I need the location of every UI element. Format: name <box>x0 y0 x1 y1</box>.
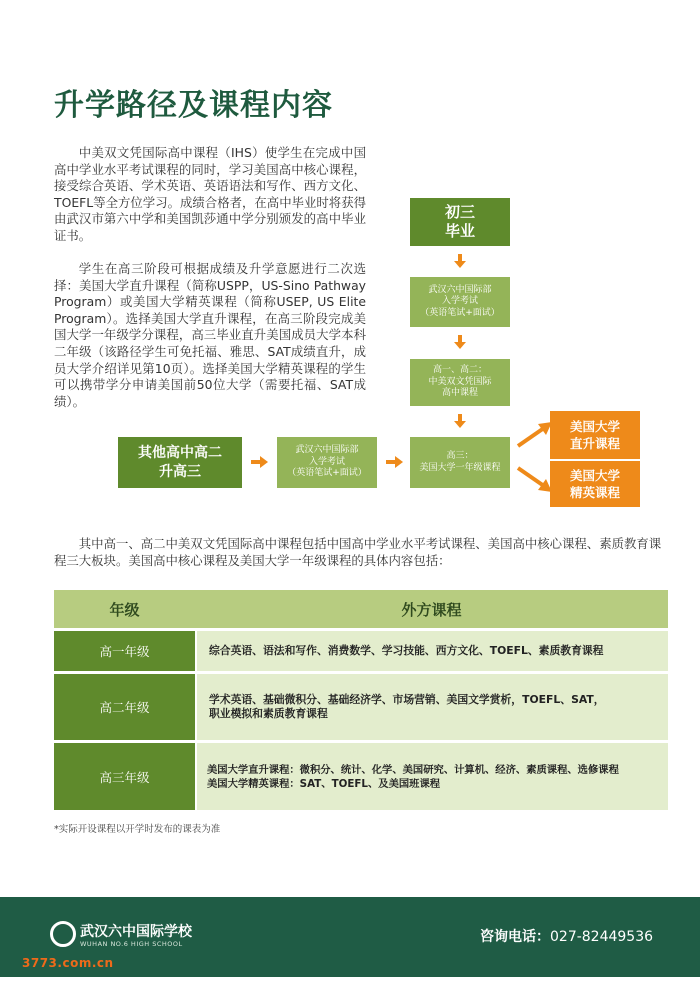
uspp-line2: 直升课程 <box>569 436 620 451</box>
contact-number: 027-82449536 <box>550 929 654 945</box>
row-grade: 高一年级 <box>54 631 195 671</box>
table-row <box>54 743 668 810</box>
table-row <box>54 674 668 740</box>
g12-line3: 高中课程 <box>441 388 478 399</box>
row-course <box>197 674 668 740</box>
g3-line1: 高三： <box>446 451 474 461</box>
junior-grad-box <box>410 198 510 246</box>
school-name-en: WUHAN NO.6 HIGH SCHOOL <box>80 940 183 948</box>
other-line1: 其他高中高二 <box>138 444 222 461</box>
choice-paragraph: 学生在高三阶段可根据成绩及升学意愿进行二次选择：美国大学直升课程（简称USPP，US-Sino Pathway Program）或美国大学精英课程（简称USEP, US Elite Program）。选择美国大学直升课程，在高三阶段完成美国大学一年级学分课程，高三毕业直升美国成员大学本科二年级（该路径学生可免托福、雅思、SAT成绩直升，成员大学介绍详见第10页）。选择美国大学精英课程的学生可以携带学分申请美国前50位大学（需要托福、SAT成绩）。 <box>54 261 366 409</box>
usep-line1: 美国大学 <box>569 468 620 483</box>
header-course: 外方课程 <box>401 600 462 619</box>
entrance-exam-box <box>410 277 510 327</box>
grade-3-box <box>410 437 510 488</box>
course-line: 学术英语、基础微积分、基础经济学、市场营销、美国文学赏析，TOEFL、SAT， <box>209 693 605 706</box>
uspp-box <box>550 411 640 459</box>
exam1-line1: 武汉六中国际部 <box>428 284 492 295</box>
footnote: *实际开设课程以开学时发布的课表为准 <box>54 824 221 835</box>
header-grade: 年级 <box>109 600 140 619</box>
contact-label: 咨询电话： <box>480 929 550 945</box>
exam1-line3: （英语笔试+面试） <box>420 307 500 318</box>
usep-line2: 精英课程 <box>569 485 620 500</box>
course-intro-paragraph: 其中高一、高二中美双文凭国际高中课程包括中国高中学业水平考试课程、美国高中核心课程、素质教育课程三大板块。美国高中核心课程及美国大学一年级课程的具体内容包括： <box>54 536 662 568</box>
intro-paragraph: 中美双文凭国际高中课程（IHS）使学生在完成中国高中学业水平考试课程的同时，学习美国高中核心课程，接受综合英语、学术英语、英语语法和写作、西方文化、TOEFL等全方位学习。成绩合格者，在高中毕业时将获得由武汉市第六中学和美国凯莎通中学分别颁发的高中毕业证书。 <box>54 145 366 243</box>
school-name-cn: 武汉六中国际学校 <box>80 924 192 940</box>
g3-line2: 美国大学一年级课程 <box>419 462 501 473</box>
g12-line1: 高一、高二： <box>432 365 487 376</box>
table-header <box>54 590 668 628</box>
grade-1-2-box <box>410 359 510 406</box>
course-line: 美国大学精英课程：SAT、TOEFL、及美国班课程 <box>207 777 441 790</box>
junior-grad-line2: 毕业 <box>444 222 475 240</box>
row-grade: 高三年级 <box>54 743 195 810</box>
uspp-line1: 美国大学 <box>569 419 620 434</box>
row-grade: 高二年级 <box>54 674 195 740</box>
table-row <box>54 631 668 671</box>
watermark: 3773.com.cn <box>22 956 114 970</box>
entrance-exam-box-2 <box>277 437 377 488</box>
g12-line2: 中美双文凭国际 <box>428 376 492 387</box>
row-course <box>197 743 668 810</box>
course-line: 职业模拟和素质教育课程 <box>209 707 328 720</box>
course-line: 美国大学直升课程：微积分、统计、化学、美国研究、计算机、经济、素质课程、选修课程 <box>207 763 619 776</box>
junior-grad-line1: 初三 <box>444 203 475 221</box>
exam1-line2: 入学考试 <box>441 296 478 307</box>
exam2-line3: （英语笔试+面试） <box>287 468 367 479</box>
usep-box <box>550 461 640 507</box>
course-line: 综合英语、语法和写作、消费数学、学习技能、西方文化、TOEFL、素质教育课程 <box>209 644 604 657</box>
exam2-line2: 入学考试 <box>308 456 345 467</box>
row-course <box>197 631 668 671</box>
other-school-box <box>118 437 242 488</box>
school-logo-icon <box>50 921 76 947</box>
course-table <box>54 590 668 810</box>
other-line2: 升高三 <box>159 463 201 480</box>
contact-info <box>480 926 653 946</box>
exam2-line1: 武汉六中国际部 <box>295 445 359 456</box>
page-title: 升学路径及课程内容 <box>54 88 333 123</box>
